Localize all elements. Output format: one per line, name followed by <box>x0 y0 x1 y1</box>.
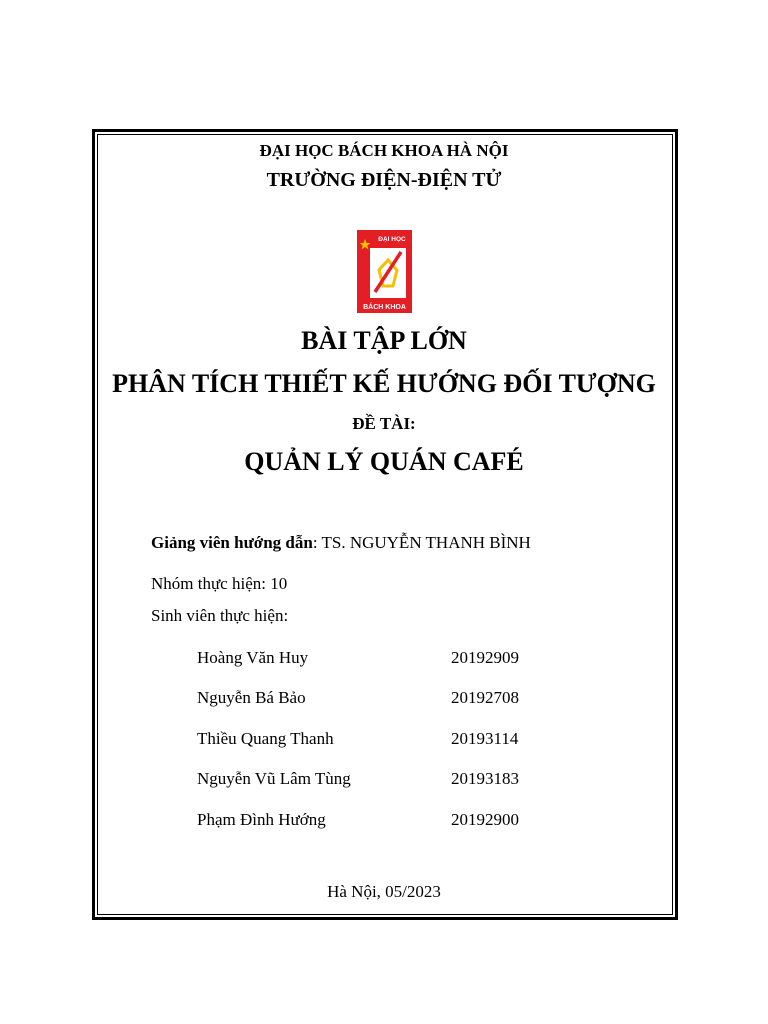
group-number: Nhóm thực hiện: 10 <box>151 574 288 593</box>
student-name: Thiều Quang Thanh <box>197 729 334 748</box>
lecturer-line <box>151 533 531 553</box>
course-title: PHÂN TÍCH THIẾT KẾ HƯỚNG ĐỐI TƯỢNG <box>112 369 656 398</box>
university-name: ĐẠI HỌC BÁCH KHOA HÀ NỘI <box>259 141 509 160</box>
student-name: Nguyễn Bá Bảo <box>197 688 306 707</box>
student-name: Phạm Đình Hướng <box>197 810 326 829</box>
assignment-title: BÀI TẬP LỚN <box>301 326 467 355</box>
topic-label: ĐỀ TÀI: <box>352 414 416 433</box>
lecturer-name: TS. NGUYỄN THANH BÌNH <box>317 533 531 552</box>
logo-bottom-text: BÁCH KHOA <box>363 304 406 311</box>
lecturer-label: Giảng viên hướng dẫn <box>151 533 313 552</box>
students-label: Sinh viên thực hiện: <box>151 606 289 625</box>
school-name: TRƯỜNG ĐIỆN-ĐIỆN TỬ <box>266 169 502 191</box>
student-id: 20193114 <box>451 729 519 748</box>
student-id: 20192708 <box>451 688 519 707</box>
student-name: Nguyễn Vũ Lâm Tùng <box>197 769 351 788</box>
student-id: 20192909 <box>451 648 519 667</box>
topic-title: QUẢN LÝ QUÁN CAFÉ <box>244 447 524 476</box>
student-id: 20192900 <box>451 810 519 829</box>
place-date: Hà Nội, 05/2023 <box>327 882 441 901</box>
lecturer-separator: : <box>312 533 318 552</box>
student-name: Hoàng Văn Huy <box>197 648 309 667</box>
university-logo <box>357 230 412 313</box>
logo-top-text: ĐẠI HỌC <box>378 236 406 243</box>
student-id: 20193183 <box>451 769 519 788</box>
